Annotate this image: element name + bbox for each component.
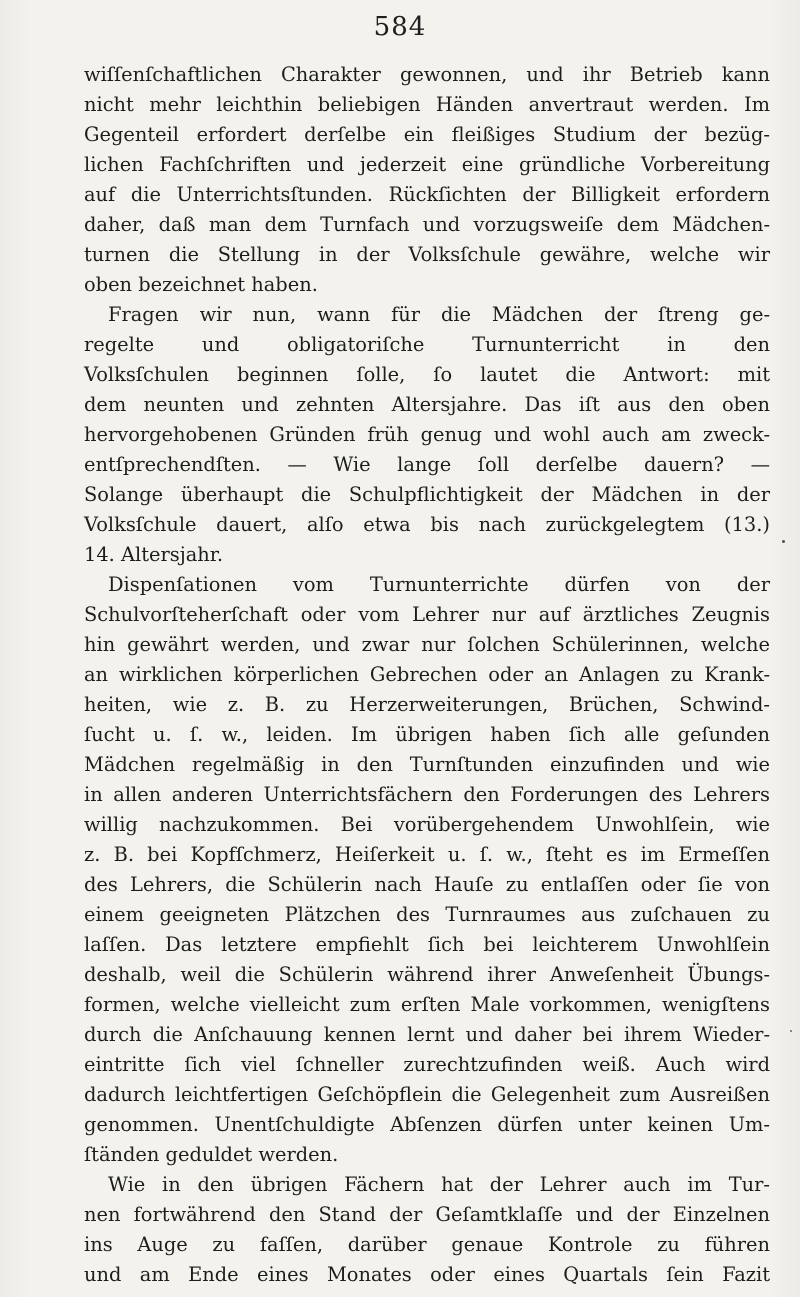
text-line: nicht mehr leichthin beliebigen Händen anvertraut werden. Im [84,93,770,116]
text-line: genommen. Unentſchuldigte Abſenzen dürfen unter keinen Um- [84,1113,770,1136]
text-line: entſprechendſten. — Wie lange ſoll derſelbe dauern? — [84,453,770,476]
paper-speck [790,1030,792,1032]
text-line: ſtänden geduldet werden. [84,1143,339,1166]
text-line: Gegenteil erfordert derſelbe ein fleißiges Studium der bezüg- [84,123,770,146]
text-line: wiſſenſchaftlichen Charakter gewonnen, und ihr Betrieb kann [84,63,770,86]
text-line: daher, daß man dem Turnfach und vorzugsweiſe dem Mädchen- [84,213,770,236]
text-line: Volksſchulen beginnen ſolle, ſo lautet die Antwort: mit [84,363,770,386]
text-line: hin gewährt werden, und zwar nur ſolchen Schülerinnen, welche [84,633,770,656]
text-line: nen fortwährend den Stand der Geſamtklaſſe und der Einzelnen [84,1203,770,1226]
text-line: formen, welche vielleicht zum erſten Male vorkommen, wenigſtens [84,993,770,1016]
text-line: dem neunten und zehnten Altersjahre. Das iſt aus den oben [84,393,770,416]
text-line: z. B. bei Kopfſchmerz, Heiſerkeit u. ſ. w., ſteht es im Ermeſſen [84,843,770,866]
text-line: turnen die Stellung in der Volksſchule gewähre, welche wir [84,243,770,266]
text-line: heiten, wie z. B. zu Herzerweiterungen, Brüchen, Schwind- [84,693,770,716]
text-line: laſſen. Das letztere empfiehlt ſich bei leichterem Unwohlſein [84,933,770,956]
text-line: Volksſchule dauert, alſo etwa bis nach zurückgelegtem (13.) [84,513,770,536]
text-line: Solange überhaupt die Schulpflichtigkeit der Mädchen in der [84,483,770,506]
text-line: in allen anderen Unterrichtsfächern den Forderungen des Lehrers [84,783,770,806]
text-line: 14. Altersjahr. [84,543,224,566]
text-line: lichen Fachſchriften und jederzeit eine gründliche Vorbereitung [84,153,770,176]
paper-speck [782,540,785,543]
text-line: willig nachzukommen. Bei vorübergehendem Unwohlſein, wie [84,813,770,836]
text-line: hervorgehobenen Gründen früh genug und wohl auch am zweck- [84,423,770,446]
text-line: auf die Unterrichtsſtunden. Rückſichten der Billigkeit erfordern [84,183,770,206]
text-line: regelte und obligatoriſche Turnunterricht in den [84,333,770,356]
text-line: an wirklichen körperlichen Gebrechen oder an Anlagen zu Krank- [84,663,770,686]
text-line: eintritte ſich viel ſchneller zurechtzufinden weiß. Auch wird [84,1053,770,1076]
text-line: ſucht u. ſ. w., leiden. Im übrigen haben ſich alle geſunden [84,723,770,746]
text-line: des Lehrers, die Schülerin nach Hauſe zu entlaſſen oder ſie von [84,873,770,896]
text-line: Dispenſationen vom Turnunterrichte dürfen von der [108,573,770,596]
text-line: deshalb, weil die Schülerin während ihrer Anweſenheit Übungs- [84,963,770,986]
text-line: einem geeigneten Plätzchen des Turnraumes aus zuſchauen zu [84,903,770,926]
text-line: Fragen wir nun, wann für die Mädchen der ſtreng ge- [108,303,770,326]
text-line: und am Ende eines Monates oder eines Quartals ſein Fazit [84,1263,770,1286]
text-line: Schulvorſteherſchaft oder vom Lehrer nur auf ärztliches Zeugnis [84,603,770,626]
text-line: dadurch leichtfertigen Geſchöpflein die Gelegenheit zum Ausreißen [84,1083,770,1106]
text-line: ins Auge zu faſſen, darüber genaue Kontrole zu führen [84,1233,770,1256]
body-text [84,60,770,1290]
text-line: durch die Anſchauung kennen lernt und daher bei ihrem Wieder- [84,1023,770,1046]
text-line: Wie in den übrigen Fächern hat der Lehrer auch im Tur- [108,1173,770,1196]
page-number: 584 [373,12,427,42]
text-line: Mädchen regelmäßig in den Turnſtunden einzufinden und wie [84,753,770,776]
text-line: oben bezeichnet haben. [84,273,318,296]
